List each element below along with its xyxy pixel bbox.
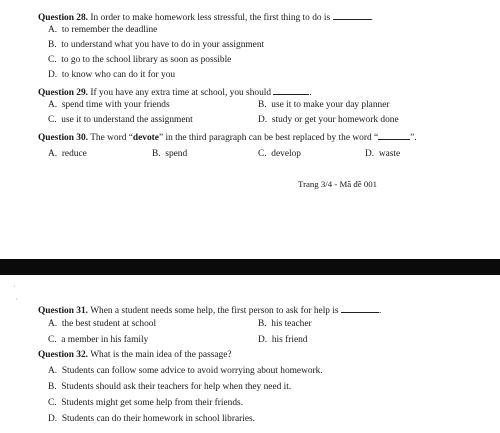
option-letter: D. <box>365 149 375 159</box>
scan-speck: · <box>15 295 18 304</box>
question-31-option-b[interactable] <box>258 320 312 329</box>
question-30-text-before: The word “ <box>90 133 133 143</box>
option-letter: D. <box>48 70 58 80</box>
answer-blank <box>333 11 371 20</box>
question-32-option-b[interactable] <box>48 383 291 392</box>
option-text: to understand what you have to do in your assignment <box>61 40 265 50</box>
question-30-stem <box>38 131 417 143</box>
question-28-stem <box>38 11 373 23</box>
option-letter: C. <box>48 398 57 408</box>
option-text: study or get your homework done <box>271 115 399 125</box>
scan-speck: · <box>13 282 16 291</box>
option-letter: B. <box>258 100 267 110</box>
question-30-option-d[interactable] <box>365 150 400 159</box>
option-text: his friend <box>271 335 308 345</box>
question-30-end: ”. <box>410 133 417 143</box>
question-31-option-d[interactable] <box>258 336 307 345</box>
question-28-option-a[interactable] <box>48 26 157 35</box>
option-letter: B. <box>152 149 161 159</box>
option-text: spend <box>165 149 188 159</box>
answer-blank <box>378 131 410 140</box>
question-32-option-d[interactable] <box>48 415 255 424</box>
option-letter: A. <box>48 319 58 329</box>
option-text: to go to the school library as soon as possible <box>61 55 232 65</box>
option-text: his teacher <box>271 319 312 329</box>
option-letter: C. <box>48 55 57 65</box>
option-letter: B. <box>48 382 57 392</box>
question-30-number: Question 30. <box>38 133 89 143</box>
option-letter: A. <box>48 366 58 376</box>
question-28-option-d[interactable] <box>48 71 175 80</box>
option-letter: A. <box>48 25 58 35</box>
page-footer: Trang 3/4 - Mã đề 001 <box>298 179 378 189</box>
option-text: spend time with your friends <box>61 100 170 110</box>
question-30-option-c[interactable] <box>258 150 301 159</box>
question-32-stem <box>38 351 232 360</box>
option-letter: A. <box>48 149 58 159</box>
question-31-number: Question 31. <box>38 306 89 316</box>
question-29-option-b[interactable] <box>258 101 390 110</box>
question-31-option-a[interactable] <box>48 320 156 329</box>
option-letter: C. <box>48 335 57 345</box>
option-letter: B. <box>258 319 267 329</box>
option-letter: D. <box>48 414 58 424</box>
option-text: the best student at school <box>61 319 157 329</box>
option-text: use it to make your day planner <box>271 100 390 110</box>
option-letter: C. <box>258 149 267 159</box>
question-31-option-c[interactable] <box>48 336 148 345</box>
question-28-option-c[interactable] <box>48 56 231 65</box>
question-30-option-b[interactable] <box>152 150 187 159</box>
question-29-option-c[interactable] <box>48 116 193 125</box>
question-29-option-a[interactable] <box>48 101 170 110</box>
option-text: use it to understand the assignment <box>61 115 193 125</box>
question-31-text: When a student needs some help, the first person to ask for help is <box>90 306 339 316</box>
question-32-option-a[interactable] <box>48 367 323 376</box>
question-30-text-after: ” in the third paragraph can be best replaced by the word “ <box>158 133 379 143</box>
option-letter: A. <box>48 100 58 110</box>
option-text: Students can do their homework in school libraries. <box>61 414 256 424</box>
option-letter: D. <box>258 115 268 125</box>
option-letter: B. <box>48 40 57 50</box>
answer-blank <box>341 304 379 313</box>
option-text: reduce <box>61 149 87 159</box>
option-text: develop <box>271 149 301 159</box>
option-text: Students should ask their teachers for help when they need it. <box>61 382 292 392</box>
option-text: to know who can do it for you <box>61 70 176 80</box>
option-text: a member in his family <box>61 335 149 345</box>
option-text: waste <box>378 149 401 159</box>
question-31-end: . <box>378 306 382 316</box>
question-30-keyword: devote <box>132 133 159 143</box>
option-letter: C. <box>48 115 57 125</box>
question-30-option-a[interactable] <box>48 150 87 159</box>
question-28-text: In order to make homework less stressful, the first thing to do is <box>90 13 331 23</box>
question-31-stem <box>38 304 381 316</box>
question-28-end: . <box>370 13 373 23</box>
option-text: to remember the deadline <box>61 25 158 35</box>
option-text: Students might get some help from their friends. <box>61 398 244 408</box>
question-29-number: Question 29. <box>38 88 89 98</box>
question-29-option-d[interactable] <box>258 116 399 125</box>
question-32-option-c[interactable] <box>48 399 243 408</box>
question-29-text: If you have any extra time at school, you should <box>90 88 272 98</box>
question-32-number: Question 32. <box>38 350 89 360</box>
question-29-end: . <box>309 88 312 98</box>
question-29-stem <box>38 86 312 98</box>
question-28-option-b[interactable] <box>48 41 264 50</box>
answer-blank <box>273 86 309 95</box>
option-text: Students can follow some advice to avoid worrying about homework. <box>61 366 323 376</box>
page-break-divider <box>0 259 500 275</box>
question-28-number: Question 28. <box>38 13 89 23</box>
question-32-text: What is the main idea of the passage? <box>90 350 232 360</box>
option-letter: D. <box>258 335 268 345</box>
